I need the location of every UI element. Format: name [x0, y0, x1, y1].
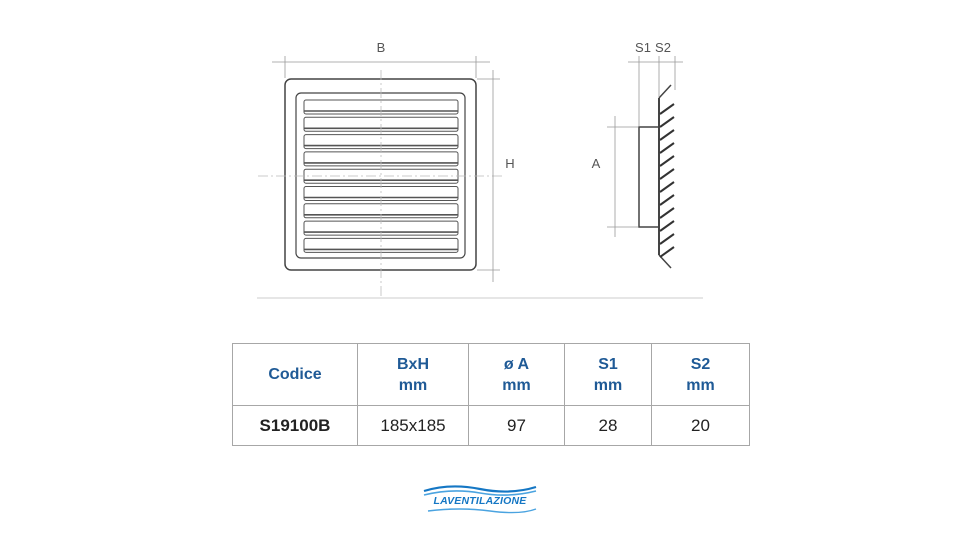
table-header-row [233, 344, 750, 406]
cell-diameter-a: 97 [469, 406, 565, 446]
cell-s1: 28 [565, 406, 652, 446]
dim-label-s1: S1 [635, 40, 651, 55]
side-view [592, 40, 683, 268]
collar [639, 127, 659, 227]
side-louver [660, 247, 674, 257]
side-louver [660, 195, 674, 205]
side-louver [660, 143, 674, 153]
dim-label-h: H [505, 156, 515, 171]
side-plate-top [659, 85, 671, 98]
header-s1: S1 mm [565, 344, 652, 406]
header-code: Codice [233, 344, 358, 406]
side-louver [660, 156, 674, 166]
side-louver [660, 104, 674, 114]
header-s2: S2 mm [652, 344, 750, 406]
header-diameter-a: ø A mm [469, 344, 565, 406]
side-louver [660, 169, 674, 179]
dim-label-b: B [376, 40, 386, 55]
dim-label-a: A [591, 156, 601, 171]
header-bxh: BxH mm [358, 344, 469, 406]
dim-label-s2: S2 [655, 40, 671, 55]
side-louvers [660, 104, 674, 257]
side-louver [660, 234, 674, 244]
side-louver [660, 208, 674, 218]
side-louver [660, 117, 674, 127]
side-louver [660, 130, 674, 140]
front-view [258, 40, 515, 298]
grille-frame-outer [285, 79, 476, 270]
brand-logo-text: LAVENTILAZIONE [433, 495, 527, 507]
cell-bxh: 185x185 [358, 406, 469, 446]
side-louver [660, 221, 674, 231]
cell-code: S19100B [233, 406, 358, 446]
table-row [233, 406, 750, 446]
brand-logo [420, 481, 540, 517]
side-louver [660, 182, 674, 192]
spec-table [232, 343, 750, 446]
cell-s2: 20 [652, 406, 750, 446]
